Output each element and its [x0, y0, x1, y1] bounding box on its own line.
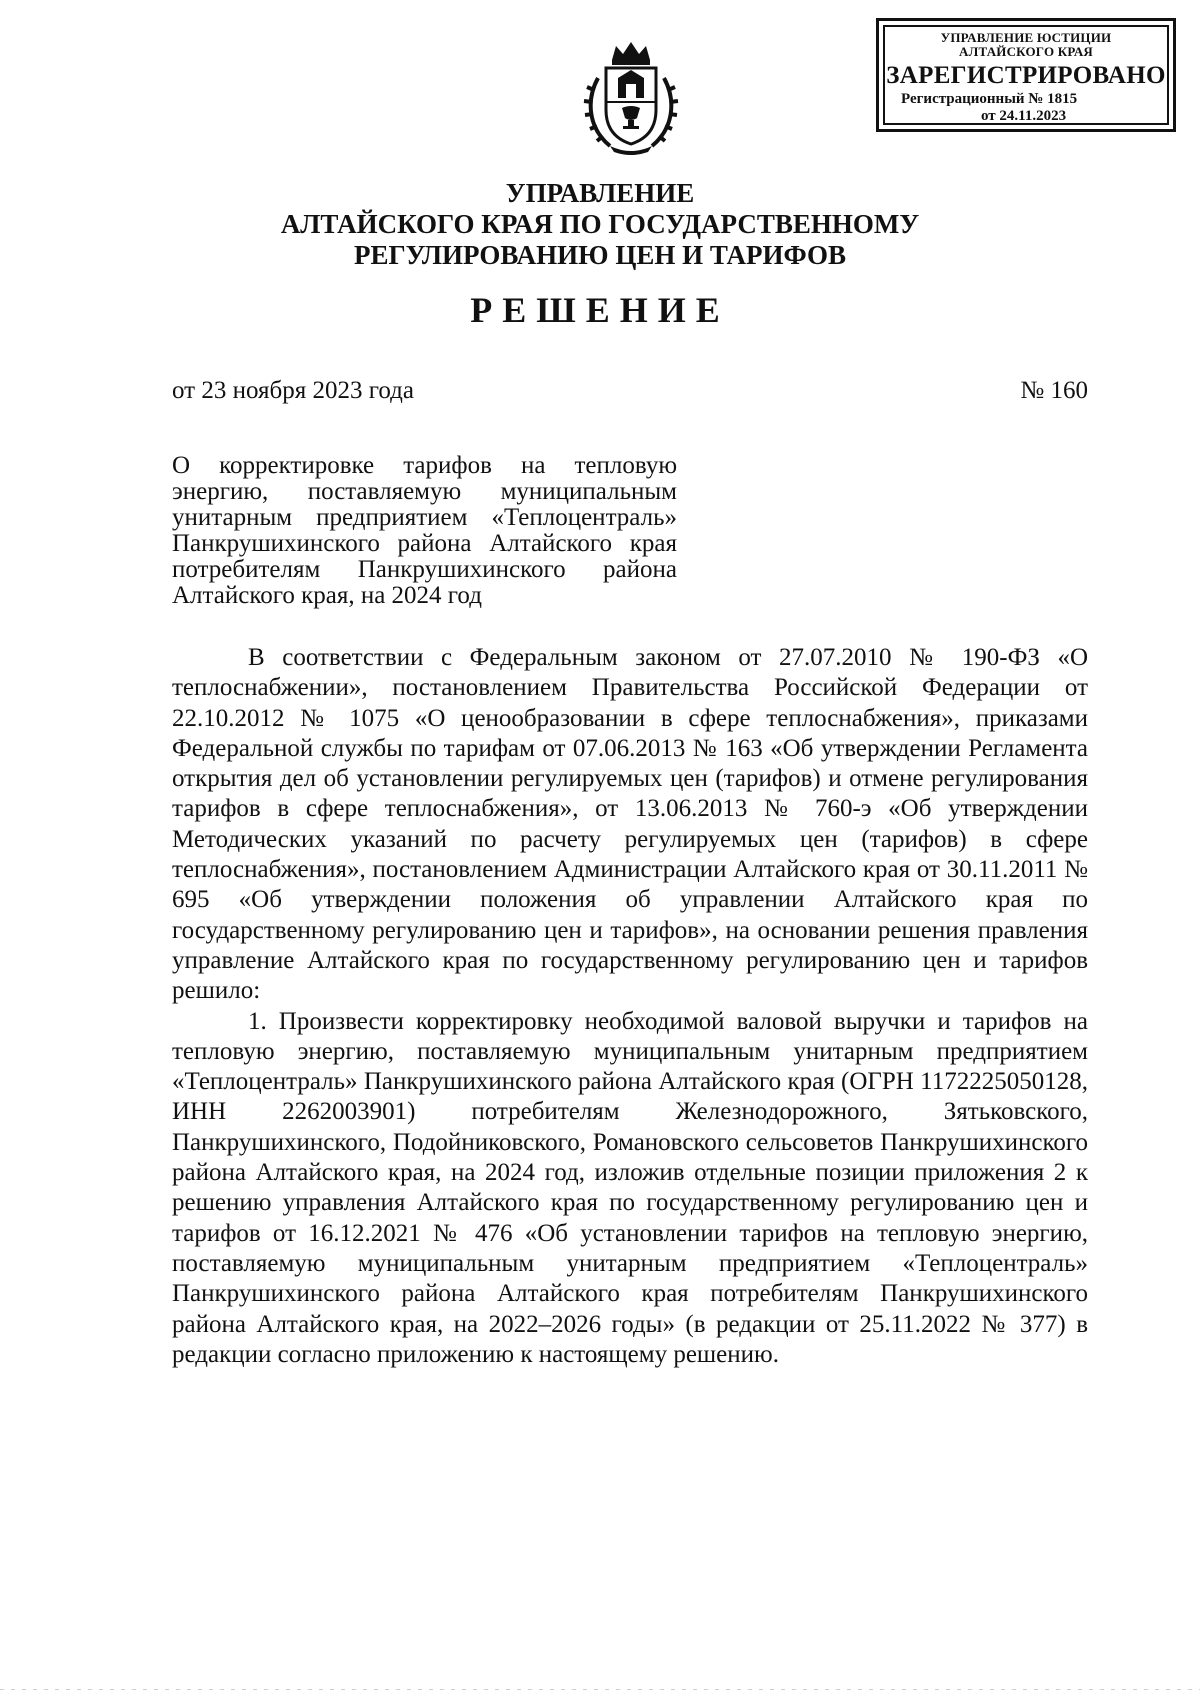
altai-coat-of-arms-icon [576, 40, 686, 158]
document-subject: О корректировке тарифов на тепловую энергию, поставляемую муниципальным унитарным предприятием «Теплоцентраль» Панкрушихинского района Алтайского края потребителям Панкрушихинского района Алтайского края, на 2024 год [172, 452, 677, 609]
stamp-org-line2: АЛТАЙСКОГО КРАЯ [959, 44, 1093, 59]
body-paragraph-preamble: В соответствии с Федеральным законом от 27.07.2010 № 190-ФЗ «О теплоснабжении», постановлением Правительства Российской Федерации от 22.10.2012 № 1075 «О ценообразовании в сфере теплоснабжения», приказами Федеральной службы по тарифам от 07.06.2013 № 163 «Об утверждении Регламента открытия дел об установлении регулируемых цен (тарифов) и отмене регулирования тарифов в сфере теплоснабжения», от 13.06.2013 № 760-э «Об утверждении Методических указаний по расчету регулируемых цен (тарифов) в сфере теплоснабжения», постановлением Администрации Алтайского края от 30.11.2011 № 695 «Об утверждении положения об управлении Алтайского края по государственному регулированию цен и тарифов», на основании решения правления управление Алтайского края по государственному регулированию цен и тарифов решило: [172, 644, 1088, 1005]
stamp-org-line1: УПРАВЛЕНИЕ ЮСТИЦИИ [940, 30, 1112, 45]
document-body [172, 643, 1088, 1370]
authority-header-line3: РЕГУЛИРОВАНИЮ ЦЕН И ТАРИФОВ [353, 240, 847, 270]
registration-stamp-inner [883, 25, 1169, 125]
stamp-reg-number: Регистрационный № 1815 [901, 91, 1078, 107]
document-date: от 23 ноября 2023 года [172, 377, 414, 404]
authority-header-line1: УПРАВЛЕНИЕ [505, 178, 695, 208]
body-item-1: 1. Произвести корректировку необходимой валовой выручки и тарифов на тепловую энергию, поставляемую муниципальным унитарным предприятием «Теплоцентраль» Панкрушихинского района Алтайского края (ОГРН 1172225050128, ИНН 2262003901) потребителям Железнодорожного, Зятьковского, Панкрушихинского, Подойниковского, Романовского сельсоветов Панкрушихинского района Алтайского края, на 2024 год, изложив отдельные позиции приложения 2 к решению управления Алтайского края по государственному регулированию цен и тарифов от 16.12.2021 № 476 «Об установлении тарифов на тепловую энергию, поставляемую муниципальным унитарным предприятием «Теплоцентраль» Панкрушихинского района Алтайского края потребителям Панкрушихинского района Алтайского края, на 2022–2026 годы» (в редакции от 25.11.2022 № 377) в редакции согласно приложению к настоящему решению. [172, 1007, 1088, 1368]
stamp-reg-date: от 24.11.2023 [981, 108, 1067, 124]
registration-stamp [876, 18, 1176, 132]
authority-header-line2: АЛТАЙСКОГО КРАЯ ПО ГОСУДАРСТВЕННОМУ [280, 209, 920, 239]
document-type-title: РЕШЕНИЕ [470, 290, 730, 330]
authority-header [150, 178, 1050, 271]
stamp-title: ЗАРЕГИСТРИРОВАНО [886, 62, 1166, 89]
document-number: № 160 [1020, 377, 1088, 404]
scan-noise-line [0, 1688, 1200, 1691]
